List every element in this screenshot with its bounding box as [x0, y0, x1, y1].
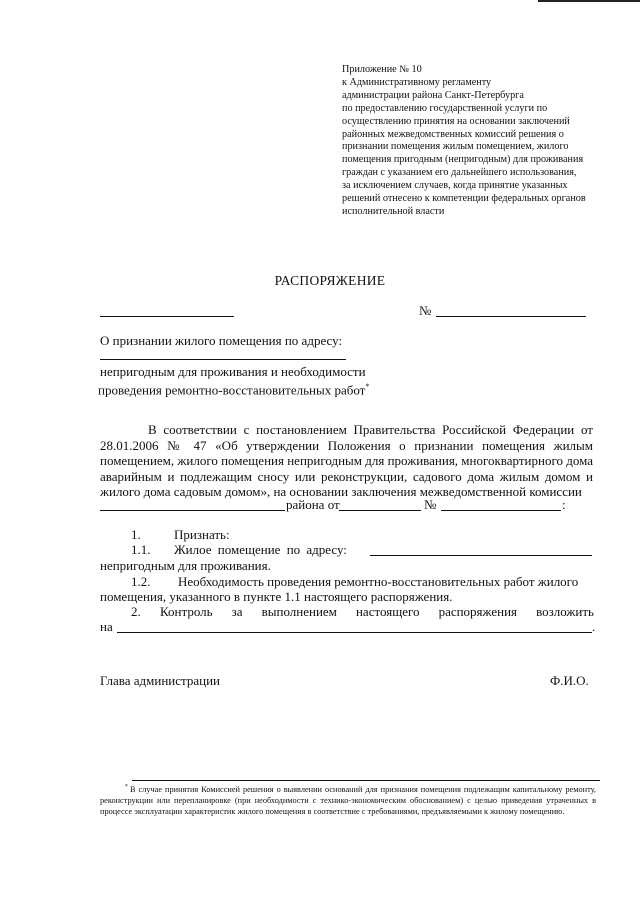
appendix-line: помещения пригодным (непригодным) для проживания: [342, 154, 584, 166]
footnote-mark-wrap: [100, 782, 130, 795]
appendix-line: по предоставлению государственной услуги по: [342, 102, 548, 114]
item2-word: Контроль: [160, 604, 213, 619]
subject-address-line: [100, 359, 346, 360]
item2-word: выполнением: [261, 604, 337, 619]
signature-role: Глава администрации: [100, 673, 221, 688]
body-paragraph: [100, 422, 593, 500]
item12-cont: помещения, указанного в пункте 1.1 настоящего распоряжения.: [100, 589, 453, 604]
commission-blank-line: [100, 510, 285, 511]
subject-line: О признании жилого помещения по адресу:: [100, 333, 343, 348]
item12-text: Необходимость проведения ремонтно-восстановительных работ жилого: [178, 574, 579, 589]
item11-text: Жилое помещение по адресу:: [174, 542, 347, 557]
appendix-header: [342, 64, 604, 219]
appendix-line: признании помещения жилым помещением, жилого: [342, 141, 569, 153]
item2-word: настоящего: [355, 604, 420, 619]
appendix-line: к Административному регламенту: [342, 76, 492, 88]
item2-num: 2.: [131, 604, 141, 619]
item2-on: на: [100, 619, 113, 634]
subject-cont-1: непригодным для проживания и необходимости: [100, 364, 366, 379]
footnote-marker: *: [365, 382, 370, 391]
item2-word: возложить: [536, 604, 594, 619]
district-number-line: [441, 510, 561, 511]
item2-end: .: [592, 619, 596, 634]
footnote-text: В случае принятия Комиссией решения о выявлении оснований для признания помещения подлежащим капитальному ремонту, реконструкции или перепланировке (при необходимости с технико-экономическим обоснованием) с целью приведения утраченных в процессе эксплуатации характеристик жилого помещения в соответствие с требованиями, предъявляемыми к жилому помещению.: [100, 784, 596, 816]
item12-num: 1.2.: [131, 574, 151, 589]
footnote-mark: *: [124, 784, 128, 790]
appendix-line: районных межведомственных комиссий решения о: [342, 128, 564, 140]
appendix-line: Приложение № 10: [342, 64, 422, 75]
appendix-line: исполнительной власти: [342, 205, 445, 217]
item2-responsible-line: [117, 632, 592, 633]
subject-cont-2-text: проведения ремонтно-восстановительных работ: [98, 382, 366, 398]
item2-word: распоряжения: [438, 604, 518, 619]
item1-text: Признать:: [174, 527, 230, 542]
item11-num: 1.1.: [131, 542, 151, 557]
top-edge-line: [538, 0, 640, 2]
footnote: [100, 782, 596, 817]
number-label: №: [419, 303, 432, 318]
footnote-divider: [132, 780, 600, 781]
appendix-line: решений отнесено к компетенции федеральных органов: [342, 193, 586, 205]
appendix-line: осуществлению принятия на основании заключений: [342, 115, 570, 127]
item11-address-line: [370, 555, 592, 556]
subject-cont-2: [98, 379, 369, 398]
appendix-line: за исключением случаев, когда принятие указанных: [342, 180, 568, 192]
item2-text: [160, 604, 594, 620]
district-date-line: [339, 510, 421, 511]
body-paragraph-text: В соответствии с постановлением Правительства Российской Федерации от 28.01.2006 № 47 «Об утверждении Положения о признании помещения жилым помещением, жилого помещения непригодным для проживания, многоквартирного дома аварийным и подлежащим сносу или реконструкции, садового дома жилым домом и жилого дома садовым домом», на основании заключения межведомственной комиссии: [100, 422, 594, 500]
district-number-label: №: [424, 497, 437, 512]
date-blank-line: [100, 316, 234, 317]
number-blank-line: [436, 316, 586, 317]
document-title: РАСПОРЯЖЕНИЕ: [274, 273, 386, 288]
item11-cont: непригодным для проживания.: [100, 558, 271, 573]
item1-num: 1.: [131, 527, 141, 542]
appendix-line: граждан с указанием его дальнейшего использования,: [342, 167, 577, 179]
district-text: района от: [286, 497, 340, 512]
appendix-line: администрации района Санкт-Петербурга: [342, 89, 524, 101]
item2-word: за: [231, 604, 243, 619]
district-colon: :: [562, 497, 566, 512]
signature-name: Ф.И.О.: [550, 673, 589, 688]
